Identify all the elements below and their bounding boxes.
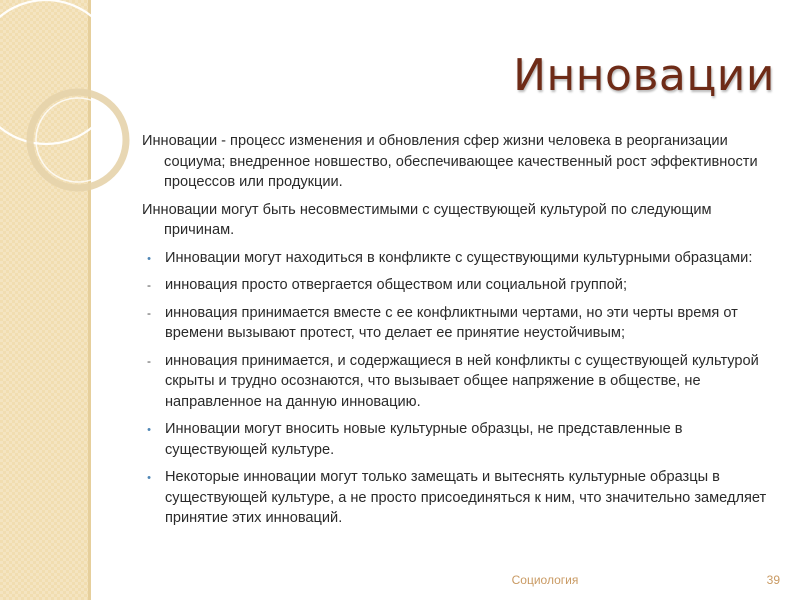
bullet-item <box>142 467 772 529</box>
dash-item <box>142 351 772 413</box>
item-text: инновация принимается вместе с ее конфликтными чертами, но эти черты время от времени вызывают протест, что делает ее принятие неустойчивым; <box>165 304 738 341</box>
dash-item <box>142 275 772 296</box>
ring-decorative-circle <box>30 92 126 188</box>
item-text: Инновации могут вносить новые культурные образцы, не представленные в существующей культуре. <box>165 421 683 458</box>
inner-ring-decorative-circle <box>36 98 120 182</box>
bullet-item <box>142 419 772 460</box>
dash-marker: - <box>147 278 151 292</box>
footer-subject: Социология <box>511 573 579 587</box>
bullet-item <box>142 248 772 269</box>
bullet-marker: • <box>147 252 151 265</box>
large-decorative-circle <box>0 0 118 144</box>
dash-marker: - <box>147 305 151 320</box>
dash-item <box>142 303 772 344</box>
bullet-marker: • <box>147 424 151 436</box>
slide-title: Инновации <box>513 50 775 101</box>
bullet-marker: • <box>147 472 151 484</box>
body-paragraph: Инновации - процесс изменения и обновления сфер жизни человека в реорганизации социума; внедренное новшество, обеспечивающее качественный рост эффективности процессов или продукции. <box>142 133 758 190</box>
body-paragraph: Инновации могут быть несовместимыми с существующей культурой по следующим причинам. <box>142 201 712 238</box>
slide-body <box>142 131 772 536</box>
item-text: инновация просто отвергается обществом или социальной группой; <box>165 277 627 293</box>
item-text: инновация принимается, и содержащиеся в ней конфликты с существующей культурой скрыты и трудно осознаются, что вызывает общее напряжение в обществе, не направленное на данную инновацию. <box>165 352 759 410</box>
item-text: Некоторые инновации могут только замещать и вытеснять культурные образцы в существующей культуре, а не просто присоединяться к ним, что значительно замедляет принятие этих инноваций. <box>165 469 767 526</box>
footer-page-number: 39 <box>766 573 780 587</box>
dash-marker: - <box>147 353 151 368</box>
item-text: Инновации могут находиться в конфликте с существующими культурными образцами: <box>165 249 753 266</box>
